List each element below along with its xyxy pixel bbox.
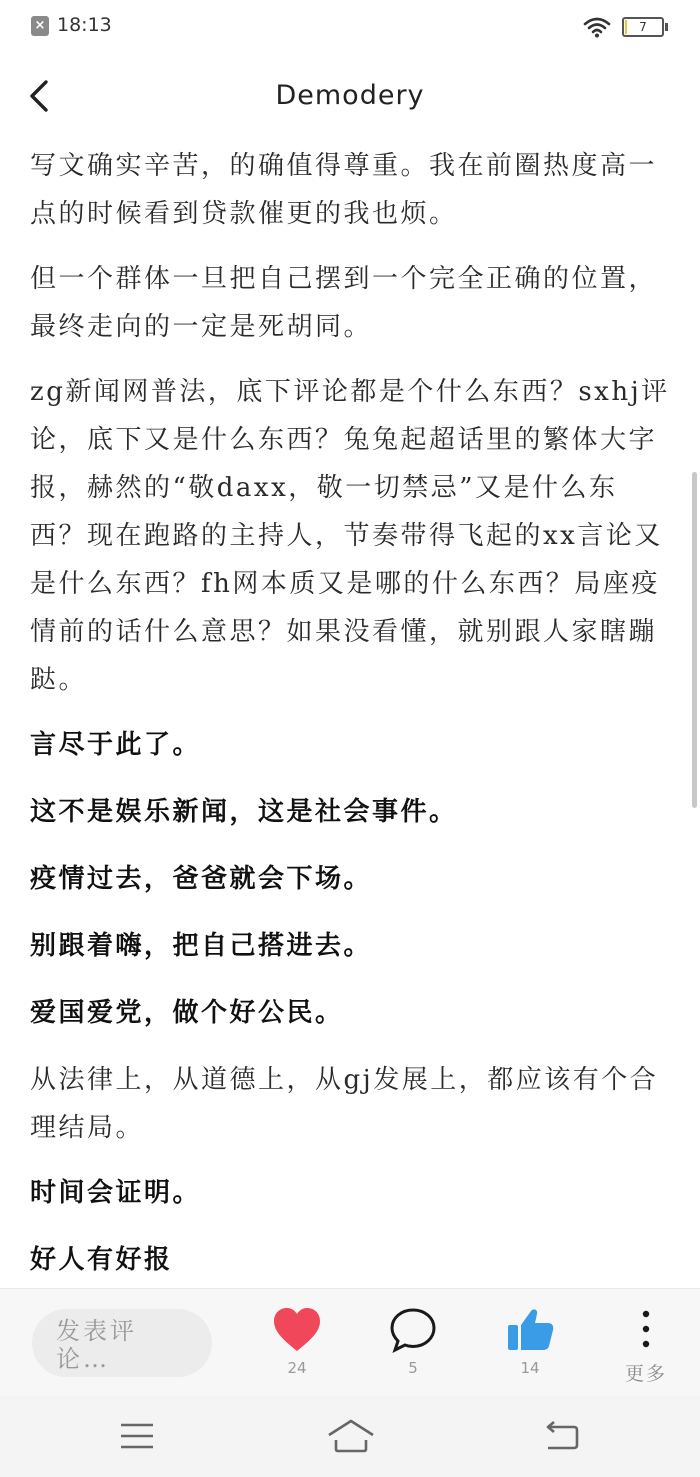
action-bar <box>0 1288 700 1397</box>
scrollbar[interactable] <box>692 472 697 808</box>
like-count: 24 <box>287 1359 307 1377</box>
back-nav-button[interactable] <box>540 1416 584 1456</box>
home-button[interactable] <box>326 1416 376 1456</box>
more-label: 更多 <box>624 1363 667 1385</box>
article-paragraph: 写文确实辛苦，的确值得尊重。我在前圈热度高一点的时候看到贷款催更的我也烦。 <box>30 151 658 229</box>
close-icon: × <box>31 16 49 36</box>
battery-icon <box>622 17 664 37</box>
recommend-count: 14 <box>520 1359 540 1377</box>
thumbs-up-icon <box>505 1307 555 1353</box>
article-paragraph: 从法律上，从道德上，从gj发展上，都应该有个合理结局。 <box>30 1065 659 1143</box>
back-arrow-icon <box>540 1416 584 1456</box>
more-vertical-icon <box>621 1307 671 1353</box>
article-paragraph: 疫情过去，爸爸就会下场。 <box>30 864 373 894</box>
article-paragraph: 好人有好报 <box>30 1245 173 1275</box>
menu-button[interactable] <box>115 1416 159 1456</box>
more-button[interactable] <box>606 1307 686 1387</box>
article-body <box>30 142 672 1288</box>
article-paragraph: 时间会证明。 <box>30 1178 202 1208</box>
recommend-button[interactable] <box>490 1307 570 1387</box>
menu-icon <box>115 1416 159 1456</box>
article-paragraph: 别跟着嗨，把自己搭进去。 <box>30 931 373 961</box>
article-paragraph: 但一个群体一旦把自己摆到一个完全正确的位置，最终走向的一定是死胡同。 <box>30 264 658 342</box>
battery-level: 7 <box>639 20 647 34</box>
home-icon <box>326 1416 376 1456</box>
wifi-icon <box>583 16 611 38</box>
article-paragraph: 爱国爱党，做个好公民。 <box>30 998 344 1028</box>
like-button[interactable] <box>257 1307 337 1387</box>
status-bar <box>0 0 700 54</box>
system-nav-bar <box>0 1396 700 1477</box>
comment-button[interactable] <box>373 1307 453 1387</box>
status-time: 18:13 <box>57 14 112 36</box>
header <box>0 60 700 136</box>
heart-icon <box>272 1307 322 1353</box>
speech-bubble-icon <box>388 1307 438 1353</box>
comment-input[interactable]: 发表评论… <box>32 1309 212 1377</box>
battery-tip <box>665 23 668 31</box>
article-paragraph: zg新闻网普法，底下评论都是个什么东西？sxhj评论，底下又是什么东西？兔兔起超话里的繁体大字报，赫然的“敬daxx，敬一切禁忌”又是什么东西？现在跑路的主持人，节奏带得飞起的xx言论又是什么东西？fh网本质又是哪的什么东西？局座疫情前的话什么意思？如果没看懂，就别跟人家瞎蹦跶。 <box>30 377 670 695</box>
page-title: Demodery <box>275 80 425 111</box>
article-paragraph: 言尽于此了。 <box>30 730 202 760</box>
comment-count: 5 <box>408 1359 418 1377</box>
article-paragraph: 这不是娱乐新闻，这是社会事件。 <box>30 797 458 827</box>
